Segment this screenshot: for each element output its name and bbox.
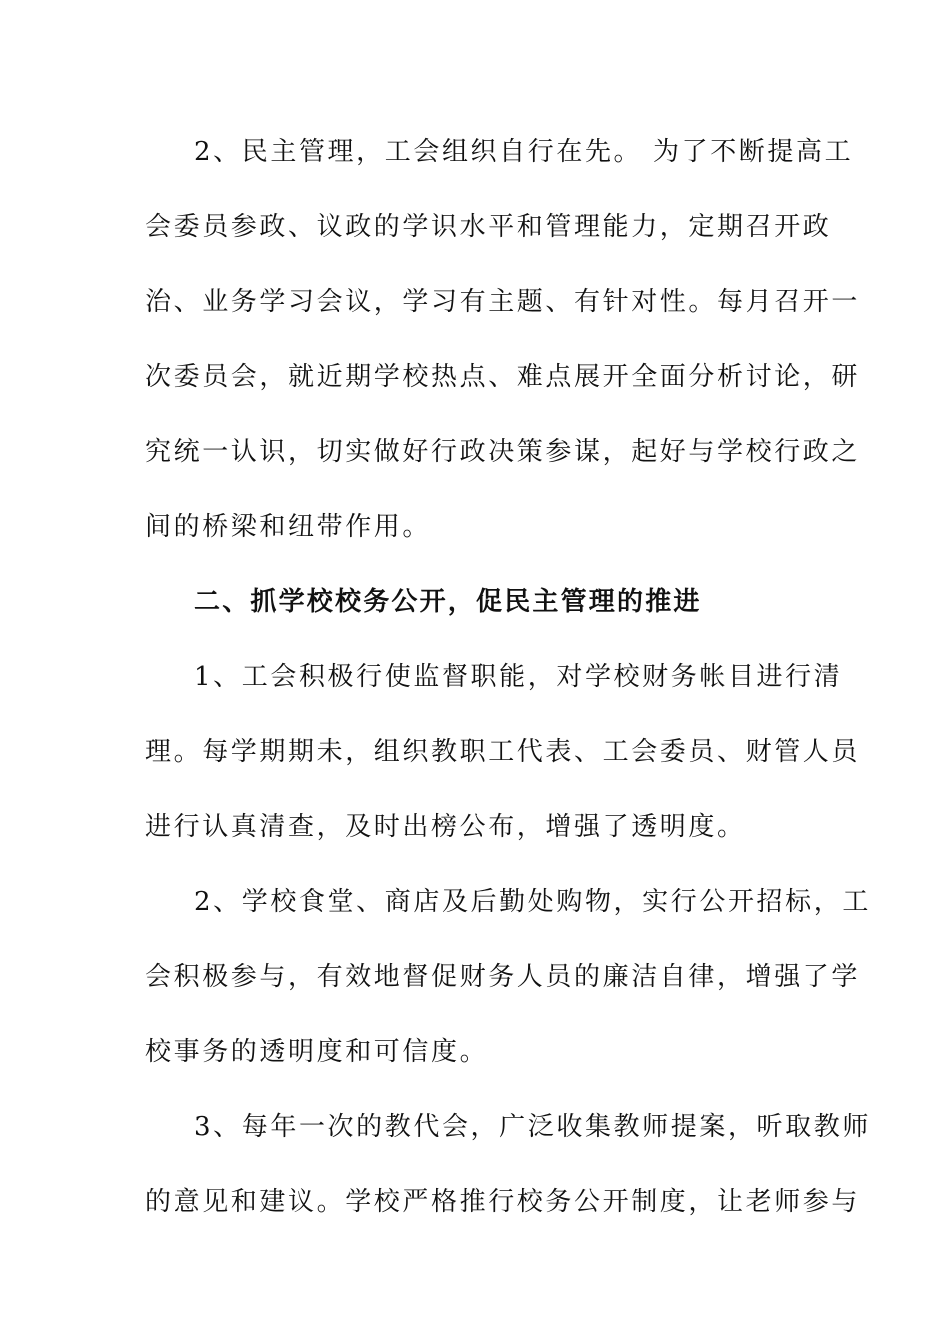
paragraph-line: 会委员参政、议政的学识水平和管理能力，定期召开政	[145, 212, 832, 242]
paragraph-line: 治、业务学习会议，学习有主题、有针对性。每月召开一	[145, 287, 861, 317]
paragraph-line: 校事务的透明度和可信度。	[145, 1037, 489, 1067]
paragraph-line: 理。每学期期未，组织教职工代表、工会委员、财管人员	[145, 737, 861, 767]
paragraph-line: 会积极参与，有效地督促财务人员的廉洁自律，增强了学	[145, 962, 861, 992]
paragraph-line: 进行认真清查，及时出榜公布，增强了透明度。	[145, 812, 746, 842]
paragraph-line: 的意见和建议。学校严格推行校务公开制度，让老师参与	[145, 1187, 861, 1217]
paragraph-line: 间的桥梁和纽带作用。	[145, 512, 432, 542]
paragraph-line: 2、学校食堂、商店及后勤处购物，实行公开招标，工	[194, 887, 871, 917]
section-heading: 二、抓学校校务公开，促民主管理的推进	[194, 587, 702, 617]
paragraph-line: 1、工会积极行使监督职能，对学校财务帐目进行清	[194, 662, 843, 692]
paragraph-line: 2、民主管理，工会组织自行在先。 为了不断提高工	[194, 137, 854, 167]
paragraph-line: 究统一认识，切实做好行政决策参谋，起好与学校行政之	[145, 437, 861, 467]
paragraph-line: 3、每年一次的教代会，广泛收集教师提案，听取教师	[194, 1112, 871, 1142]
paragraph-line: 次委员会，就近期学校热点、难点展开全面分析讨论，研	[145, 362, 861, 392]
